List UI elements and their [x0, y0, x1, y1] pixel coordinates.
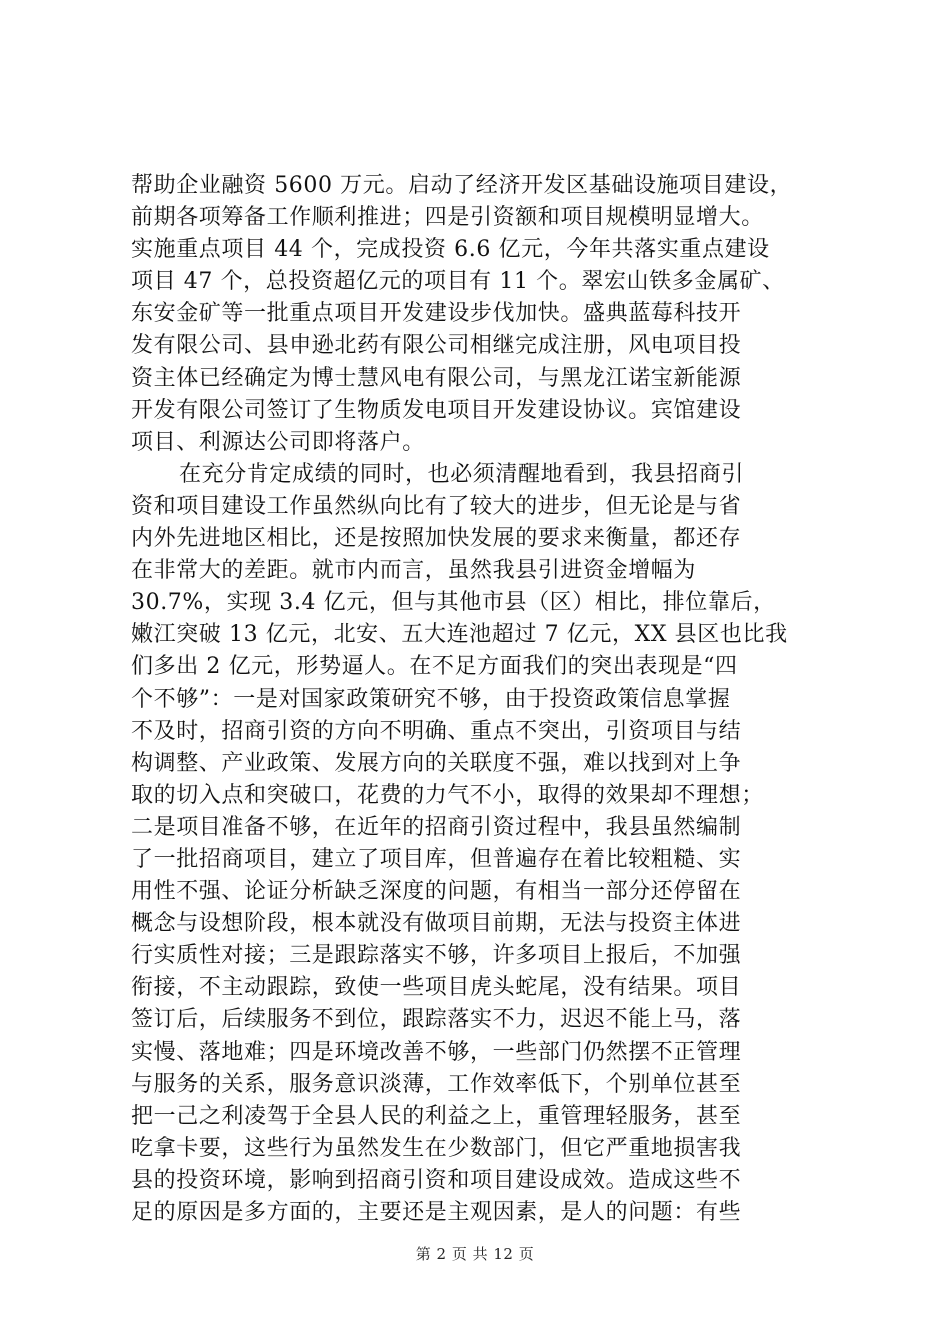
text-line: 东安金矿等一批重点项目开发建设步伐加快。盛典蓝莓科技开	[131, 301, 742, 327]
text-line: 与服务的关系，服务意识淡薄，工作效率低下，个别单位甚至	[131, 1071, 742, 1097]
text-line: 取的切入点和突破口，花费的力气不小，取得的效果却不理想；	[131, 782, 764, 808]
text-line: 吃拿卡要，这些行为虽然发生在少数部门，但它严重地损害我	[131, 1135, 742, 1161]
text-line: 二是项目准备不够，在近年的招商引资过程中，我县虽然编制	[131, 814, 742, 840]
text-line: 了一批招商项目，建立了项目库，但普遍存在着比较粗糙、实	[131, 846, 742, 872]
text-line: 衔接，不主动跟踪，致使一些项目虎头蛇尾，没有结果。项目	[131, 975, 742, 1001]
text-line: 项目 47 个，总投资超亿元的项目有 11 个。翠宏山铁多金属矿、	[131, 269, 785, 295]
text-line: 实慢、落地难；四是环境改善不够，一些部门仍然摆不正管理	[131, 1039, 742, 1065]
text-line: 项目、利源达公司即将落户。	[131, 429, 425, 455]
text-line: 个不够”：一是对国家政策研究不够，由于投资政策信息掌握	[131, 686, 731, 712]
text-line: 们多出 2 亿元，形势逼人。在不足方面我们的突出表现是“四	[131, 654, 738, 680]
text-line: 足的原因是多方面的，主要还是主观因素，是人的问题：有些	[131, 1200, 742, 1225]
text-line: 县的投资环境，影响到招商引资和项目建设成效。造成这些不	[131, 1167, 742, 1193]
paragraph-first-line: 在充分肯定成绩的同时，也必须清醒地看到，我县招商引	[179, 461, 745, 487]
text-line: 概念与设想阶段，根本就没有做项目前期，无法与投资主体进	[131, 911, 742, 937]
body-text	[131, 170, 831, 1229]
text-line: 用性不强、论证分析缺乏深度的问题，有相当一部分还停留在	[131, 879, 742, 905]
text-line: 构调整、产业政策、发展方向的关联度不强，难以找到对上争	[131, 750, 742, 776]
text-line: 把一己之利凌驾于全县人民的利益之上，重管理轻服务，甚至	[131, 1103, 742, 1129]
text-line: 30.7%，实现 3.4 亿元，但与其他市县（区）相比，排位靠后，	[131, 590, 776, 616]
text-line: 内外先进地区相比，还是按照加快发展的要求来衡量，都还存	[131, 526, 742, 552]
text-line: 实施重点项目 44 个，完成投资 6.6 亿元，今年共落实重点建设	[131, 237, 770, 263]
page-number-footer: 第 2 页 共 12 页	[415, 1245, 535, 1263]
text-line: 帮助企业融资 5600 万元。启动了经济开发区基础设施项目建设，	[131, 173, 793, 198]
text-line: 不及时，招商引资的方向不明确、重点不突出，引资项目与结	[131, 718, 742, 744]
text-line: 在非常大的差距。就市内而言，虽然我县引进资金增幅为	[131, 558, 697, 584]
text-line: 资和项目建设工作虽然纵向比有了较大的进步，但无论是与省	[131, 493, 742, 519]
text-line: 发有限公司、县申逊北药有限公司相继完成注册，风电项目投	[131, 333, 742, 359]
text-line: 开发有限公司签订了生物质发电项目开发建设协议。宾馆建设	[131, 397, 742, 423]
text-line: 前期各项筹备工作顺利推进；四是引资额和项目规模明显增大。	[131, 205, 764, 231]
text-line: 资主体已经确定为博士慧风电有限公司，与黑龙江诺宝新能源	[131, 365, 742, 391]
text-line: 签订后，后续服务不到位，跟踪落实不力，迟迟不能上马，落	[131, 1007, 742, 1033]
text-line: 行实质性对接；三是跟踪落实不够，许多项目上报后，不加强	[131, 943, 742, 969]
text-line: 嫩江突破 13 亿元，北安、五大连池超过 7 亿元，XX 县区也比我	[131, 622, 788, 648]
